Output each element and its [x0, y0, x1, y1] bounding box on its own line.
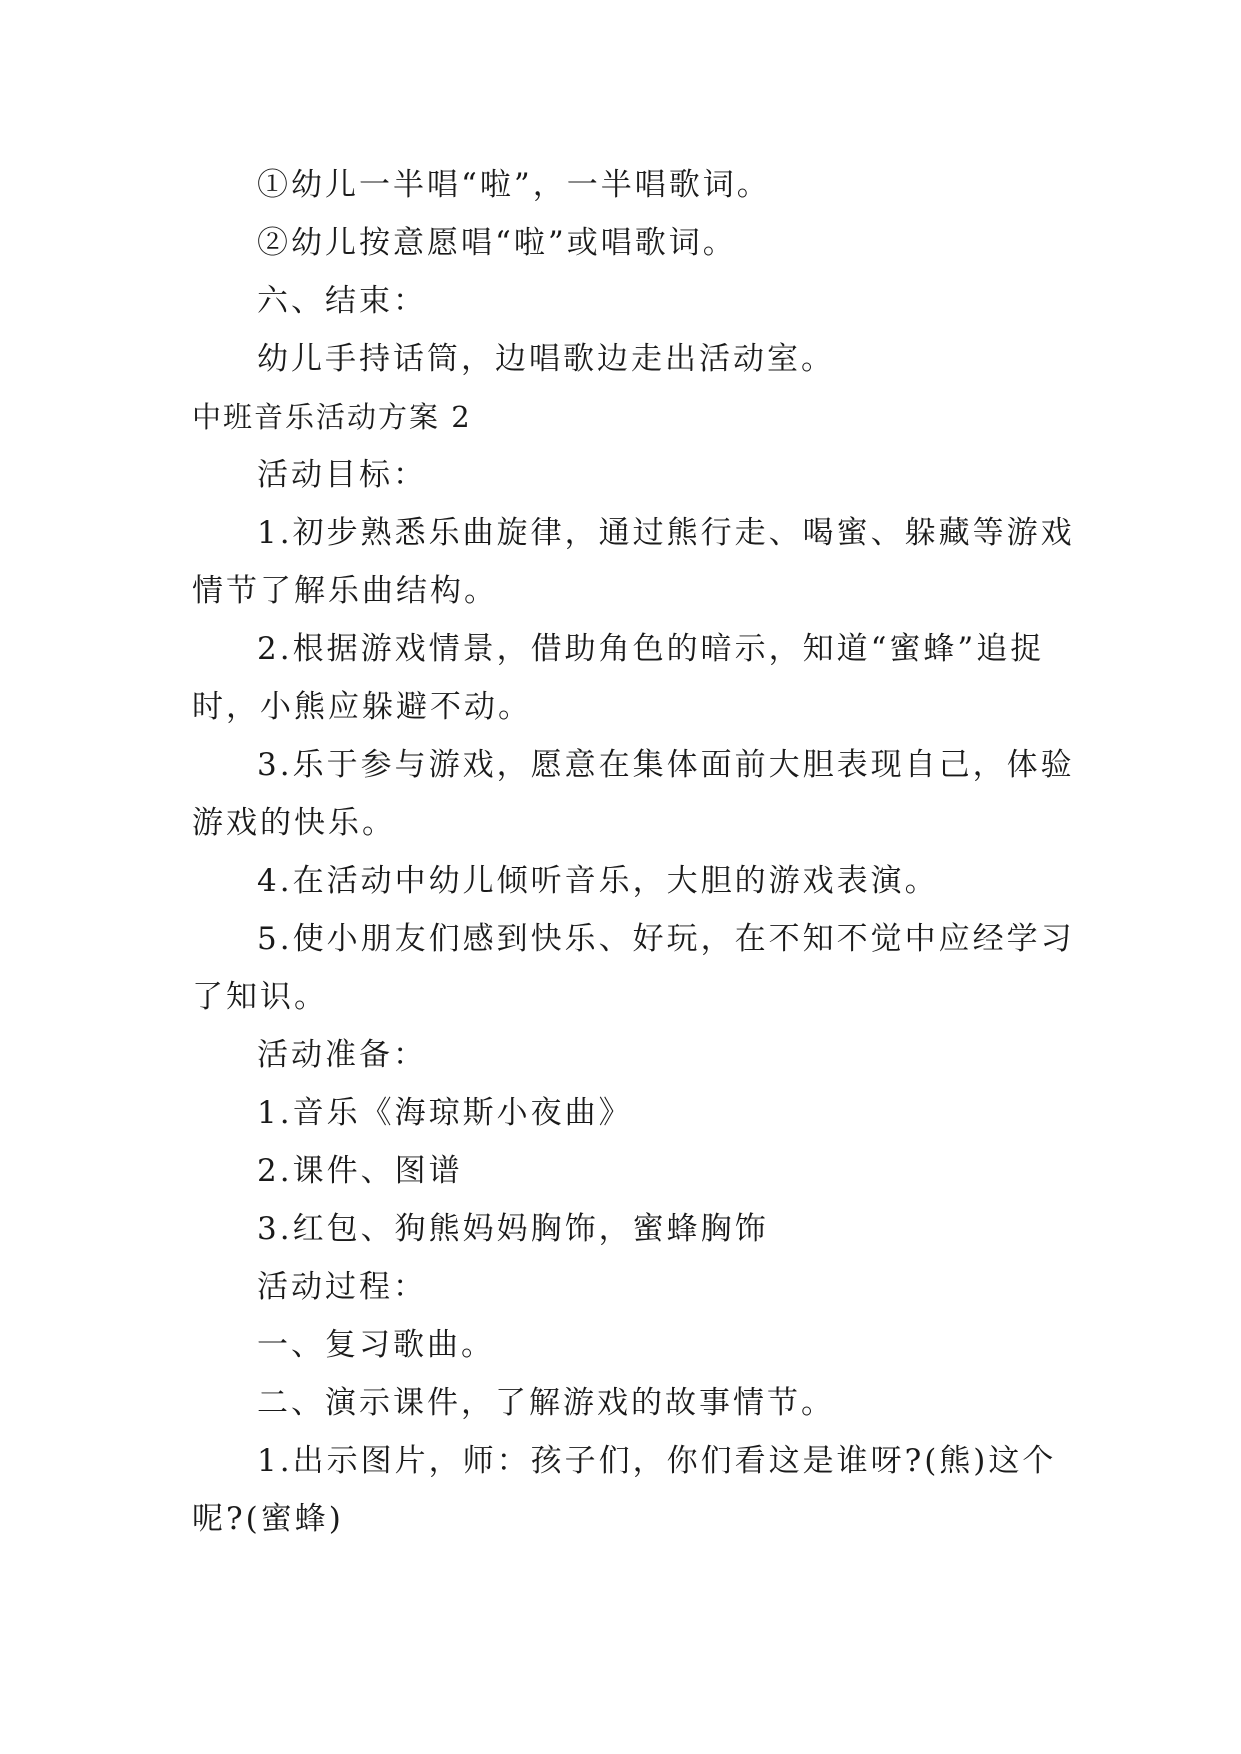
text-line: 时，小熊应躲避不动。 [192, 689, 532, 725]
text-line: 1.初步熟悉乐曲旋律，通过熊行走、喝蜜、躲藏等游戏 [257, 515, 1075, 551]
text-line: 幼儿手持话筒，边唱歌边走出活动室。 [257, 341, 835, 377]
section-heading: 活动目标： [257, 457, 427, 493]
text-line: 2.根据游戏情景，借助角色的暗示，知道“蜜蜂”追捉 [257, 631, 1045, 667]
text-line: 1.音乐《海琼斯小夜曲》 [257, 1095, 633, 1131]
text-line: 游戏的快乐。 [192, 805, 396, 841]
section-heading: 六、结束： [257, 283, 427, 319]
text-line: 一、复习歌曲。 [257, 1327, 495, 1363]
text-line: 5.使小朋友们感到快乐、好玩，在不知不觉中应经学习 [257, 921, 1075, 957]
text-line: 1.出示图片，师：孩子们，你们看这是谁呀?(熊)这个 [257, 1443, 1057, 1479]
document-title: 中班音乐活动方案 2 [192, 400, 472, 434]
text-line: 4.在活动中幼儿倾听音乐，大胆的游戏表演。 [257, 863, 939, 899]
text-line: 情节了解乐曲结构。 [192, 573, 498, 609]
text-line: ②幼儿按意愿唱“啦”或唱歌词。 [257, 225, 737, 261]
text-line: 呢?(蜜蜂) [192, 1501, 344, 1537]
text-line: 3.红包、狗熊妈妈胸饰，蜜蜂胸饰 [257, 1211, 769, 1247]
section-heading: 活动过程： [257, 1269, 427, 1305]
text-line: 了知识。 [192, 979, 328, 1015]
text-line: 2.课件、图谱 [257, 1153, 463, 1189]
section-heading: 活动准备： [257, 1037, 427, 1073]
text-line: ①幼儿一半唱“啦”，一半唱歌词。 [257, 167, 771, 203]
text-line: 二、演示课件，了解游戏的故事情节。 [257, 1385, 835, 1421]
text-line: 3.乐于参与游戏，愿意在集体面前大胆表现自己，体验 [257, 747, 1075, 783]
